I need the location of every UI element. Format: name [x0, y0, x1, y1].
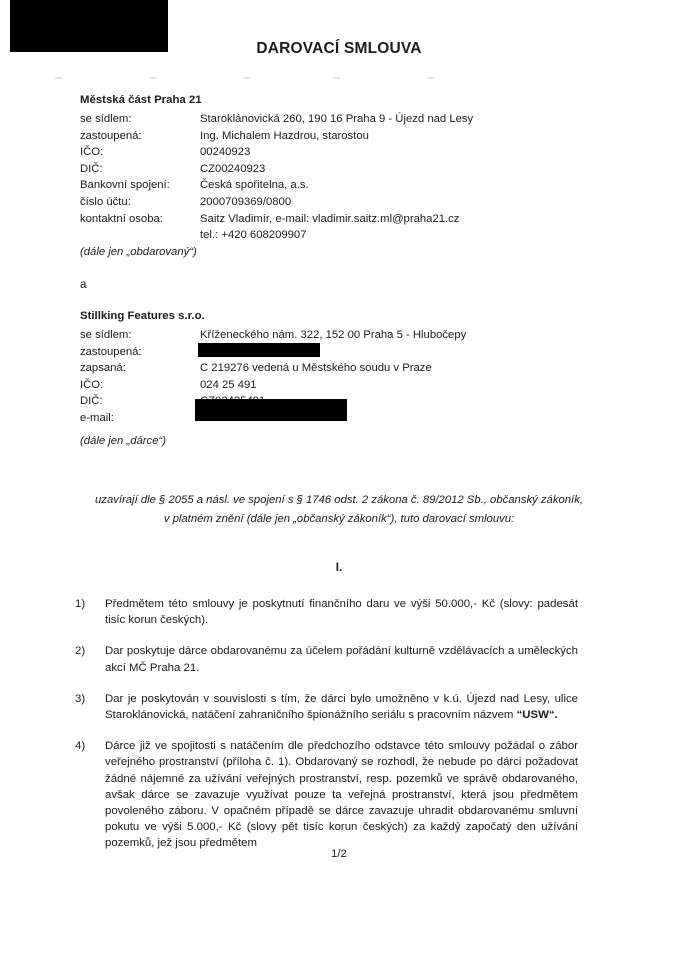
- field-label: Bankovní spojení:: [80, 179, 170, 192]
- detail-row: [80, 111, 473, 128]
- detail-row: [80, 360, 466, 377]
- article-items: [75, 596, 578, 867]
- field-label: IČO:: [80, 378, 104, 391]
- donor-name: Stillking Features s.r.o.: [80, 310, 205, 322]
- field-label: číslo účtu:: [80, 195, 131, 208]
- detail-row: [80, 227, 473, 244]
- field-value: Kříženeckého nám. 322, 152 00 Praha 5 - Hlubočepy: [200, 329, 467, 341]
- detail-row: [80, 327, 466, 344]
- detail-row: [80, 211, 473, 228]
- detail-row: [80, 161, 473, 178]
- field-label: se sídlem:: [80, 113, 132, 125]
- item-number: 1): [75, 598, 86, 610]
- detail-row: [80, 144, 473, 161]
- field-value: Česká spořitelna, a.s.: [200, 179, 309, 192]
- clause-line-1: uzavírají dle § 2055 a násl. ve spojení s § 1746 odst. 2 zákona č. 89/2012 Sb., občanský zákoník,: [95, 494, 583, 506]
- conjunction-a: a: [80, 279, 87, 291]
- field-label: e-mail:: [80, 411, 114, 424]
- field-label: zastoupená:: [80, 129, 142, 142]
- detail-row: [80, 377, 466, 394]
- list-item: [75, 596, 578, 628]
- field-value: Ing. Michalem Hazdrou, starostou: [200, 129, 369, 142]
- list-item: [75, 643, 578, 675]
- document-title: DAROVACÍ SMLOUVA: [256, 40, 422, 57]
- page-number: 1/2: [331, 848, 347, 860]
- field-label: DIČ:: [80, 162, 103, 175]
- donee-name: Městská část Praha 21: [80, 94, 202, 106]
- donee-alias-note: (dále jen „obdarovaný“): [80, 246, 197, 258]
- field-value: 2000709369/0800: [200, 195, 292, 208]
- donee-details: [80, 111, 473, 244]
- field-label: IČO:: [80, 146, 104, 159]
- field-value: C 219276 vedená u Městského soudu v Praze: [200, 362, 432, 375]
- item-text: Dar je poskytován v souvislosti s tím, že dárci bylo umožněno v k.ú. Újezd nad Lesy, ulice Staroklánovická, natáčení zahraničního špionážního seriálu s pracovním názvem “USW“.: [105, 692, 578, 722]
- field-value: Saitz Vladimír, e-mail: vladimir.saitz.ml@praha21.cz: [200, 212, 460, 225]
- item-number: 4): [75, 740, 86, 753]
- detail-row: [80, 128, 473, 145]
- item-text: Dar poskytuje dárce obdarovanému za účelem pořádání kulturně vzdělávacích a uměleckých akcí MČ Praha 21.: [105, 645, 578, 674]
- clause-line-2: v platném znění (dále jen „občanský zákoník“), tuto darovací smlouvu:: [163, 512, 515, 525]
- list-item: [75, 691, 578, 723]
- item-text: Dárce již ve spojitosti s natáčením dle předchozího odstavce této smlouvy požádal o zábor veřejného prostranství (příloha č. 1). Obdarovaný se rozhodl, že nebude po dárci požadovat žádné nájemné za užívání veřejných prostranství, resp. pozemků ve správě obdarovaného, avšak dárce se zavazuje využívat pouze ta veřejná prostranství, která jsou předmětem povoleného záboru. V opačném případě se dárce zavazuje uhradit obdarovanému smluvní pokutu ve výši 5.000,- Kč (slovy pět tisíc korun českých) za každý započatý den užívání pozemků, jež jsou předmětem: [105, 740, 578, 850]
- field-label: kontaktní osoba:: [80, 212, 163, 225]
- item-number: 2): [75, 645, 86, 658]
- field-value: 024 25 491: [200, 378, 257, 391]
- field-label: DIČ:: [80, 395, 103, 408]
- detail-row: [80, 177, 473, 194]
- item-number: 3): [75, 692, 86, 705]
- field-value: Staroklánovická 260, 190 16 Praha 9 - Újezd nad Lesy: [200, 113, 474, 125]
- field-label: zapsaná:: [80, 362, 126, 375]
- item-text: Předmětem této smlouvy je poskytnutí finančního daru ve výši 50.000,- Kč (slovy: padesát tisíc korun českých).: [105, 598, 578, 627]
- field-label: zastoupená:: [80, 345, 142, 358]
- field-value: CZ00240923: [200, 162, 266, 175]
- field-value: 00240923: [200, 146, 251, 159]
- field-label: se sídlem:: [80, 329, 132, 341]
- field-value: tel.: +420 608209907: [200, 229, 307, 242]
- detail-row: [80, 194, 473, 211]
- article-heading: I.: [335, 562, 343, 574]
- contract-clause: [60, 491, 618, 528]
- redaction-box-email: [195, 399, 347, 421]
- redaction-box-zastoupena: [198, 343, 320, 357]
- field-label: [80, 227, 200, 244]
- list-item: [75, 738, 578, 851]
- donor-alias-note: (dále jen „dárce“): [80, 435, 167, 447]
